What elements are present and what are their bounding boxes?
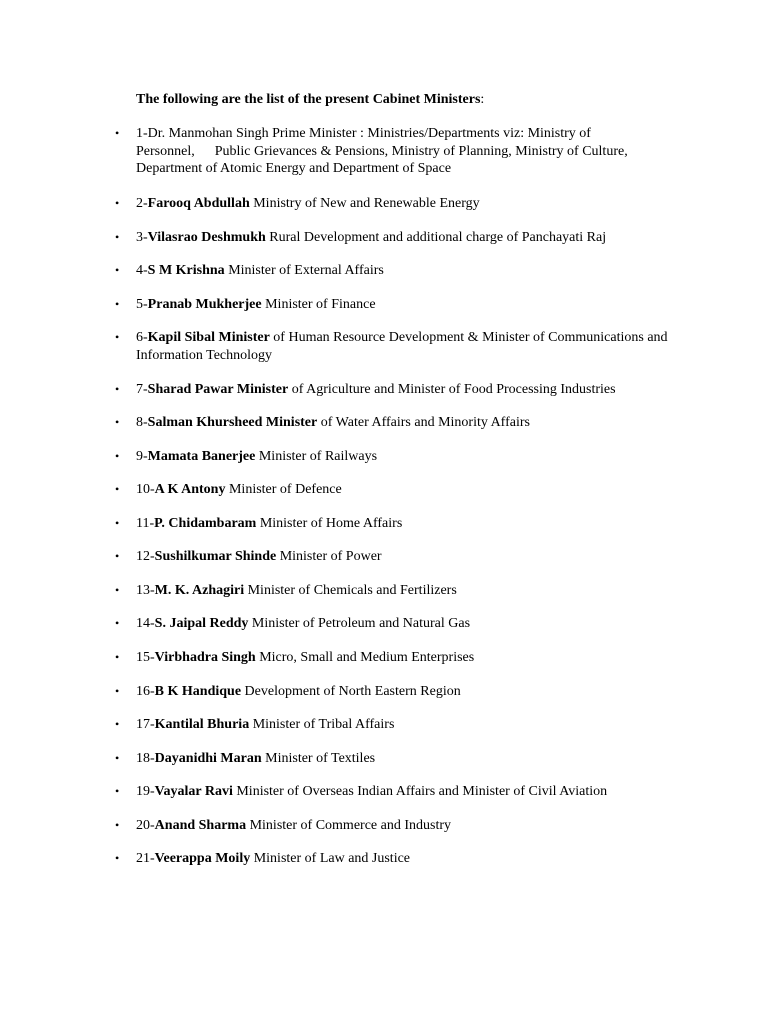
bullet-icon: • [115,616,120,630]
item-number: 9- [136,449,148,464]
minister-name: Kapil Sibal Minister [147,330,270,345]
minister-name: S M Krishna [147,263,225,278]
item-description: Minister of Textiles [261,751,376,766]
item-description: of Agriculture and Minister of Food Processing Industries [288,382,616,397]
minister-name: Farooq Abdullah [147,196,250,211]
list-item [115,548,696,566]
minister-name: Veerappa Moily [154,851,251,866]
item-description: Minister of Home Affairs [256,516,403,531]
minister-name: P. Chidambaram [154,516,257,531]
bullet-icon: • [115,382,120,396]
bullet-icon: • [115,549,120,563]
bullet-icon: • [115,516,120,530]
minister-name: Kantilal Bhuria [154,717,250,732]
item-desc-line-2a: Personnel, [136,143,195,159]
list-item [115,850,696,868]
item-number: 3- [136,230,148,245]
bullet-icon: • [115,684,120,698]
item-number: 12- [136,549,155,564]
list-item [115,229,696,247]
minister-name: Vilasrao Deshmukh [147,230,266,245]
bullet-icon: • [115,415,120,429]
bullet-icon: • [115,784,120,798]
item-number: 5- [136,297,148,312]
item-description: Ministry of New and Renewable Energy [249,196,480,211]
item-description: of Human Resource Development & Minister of Communications and Information Technology [136,330,668,363]
item-number: 2- [136,196,148,211]
bullet-icon: • [115,297,120,311]
item-desc-line-2b: Public Grievances & Pensions, Ministry of Planning, Ministry of Culture, [214,143,628,159]
item-description: Development of North Eastern Region [241,684,461,699]
item-number: 20- [136,818,155,833]
bullet-icon: • [115,449,120,463]
item-number: 21- [136,851,155,866]
item-description: Minister of Tribal Affairs [249,717,395,732]
bullet-icon: • [115,126,120,140]
list-item [115,750,696,768]
item-number: 18- [136,751,155,766]
minister-name: Dayanidhi Maran [154,751,262,766]
minister-name: Salman Khursheed Minister [147,415,318,430]
list-item [115,515,696,533]
bullet-icon: • [115,330,120,344]
list-item [115,649,696,667]
minister-name: Sushilkumar Shinde [154,549,277,564]
item-description: Minister of Petroleum and Natural Gas [248,616,471,631]
minister-name: Vayalar Ravi [154,784,233,799]
item-number: 15- [136,650,155,665]
minister-name: Mamata Banerjee [147,449,256,464]
bullet-icon: • [115,818,120,832]
list-item [115,817,696,835]
minister-name: Sharad Pawar Minister [147,382,289,397]
item-description: Minister of Power [276,549,382,564]
item-number: 14- [136,616,155,631]
item-description: Minister of Finance [261,297,376,312]
list-item [115,582,696,600]
list-item [115,716,696,734]
item-description [136,126,628,176]
heading-text: The following are the list of the present Cabinet Ministers [136,92,481,107]
list-item [115,783,696,801]
heading-colon: : [480,92,485,107]
item-number: 19- [136,784,155,799]
minister-name: A K Antony [154,482,226,497]
list-item [115,481,696,499]
item-number: 16- [136,684,155,699]
item-description: of Water Affairs and Minority Affairs [317,415,530,430]
list-item [115,125,696,178]
item-number: 1- [136,126,148,141]
item-description: Minister of Chemicals and Fertilizers [244,583,457,598]
item-desc-line-1: Dr. Manmohan Singh Prime Minister : Ministries/Departments viz: Ministry of [147,126,591,141]
list-item [115,448,696,466]
list-item [115,195,696,213]
item-number: 6- [136,330,148,345]
item-description: Minister of Defence [225,482,342,497]
item-number: 13- [136,583,155,598]
item-number: 8- [136,415,148,430]
bullet-icon: • [115,482,120,496]
item-number: 10- [136,482,155,497]
item-description: Rural Development and additional charge of Panchayati Raj [265,230,607,245]
list-item [115,381,696,399]
minister-name: Virbhadra Singh [154,650,256,665]
bullet-icon: • [115,717,120,731]
minister-name: M. K. Azhagiri [154,583,245,598]
list-item [115,683,696,701]
document-heading [136,91,484,109]
list-item [115,296,696,314]
list-item [115,262,696,280]
item-desc-line-3: Department of Atomic Energy and Department of Space [136,161,452,176]
item-description: Minister of Overseas Indian Affairs and Minister of Civil Aviation [232,784,608,799]
item-description: Micro, Small and Medium Enterprises [255,650,475,665]
bullet-icon: • [115,751,120,765]
item-description: Minister of External Affairs [224,263,384,278]
list-item [115,414,696,432]
item-number: 7- [136,382,148,397]
minister-name: B K Handique [154,684,242,699]
bullet-icon: • [115,230,120,244]
bullet-icon: • [115,583,120,597]
item-description: Minister of Commerce and Industry [246,818,451,833]
item-description: Minister of Railways [255,449,378,464]
bullet-icon: • [115,263,120,277]
bullet-icon: • [115,650,120,664]
list-item [115,615,696,633]
bullet-icon: • [115,851,120,865]
minister-name: Anand Sharma [154,818,247,833]
item-number: 4- [136,263,148,278]
minister-name: Pranab Mukherjee [147,297,262,312]
minister-name: S. Jaipal Reddy [154,616,249,631]
list-item [115,329,696,364]
item-number: 17- [136,717,155,732]
bullet-icon: • [115,196,120,210]
item-description: Minister of Law and Justice [250,851,411,866]
item-number: 11- [136,516,155,531]
